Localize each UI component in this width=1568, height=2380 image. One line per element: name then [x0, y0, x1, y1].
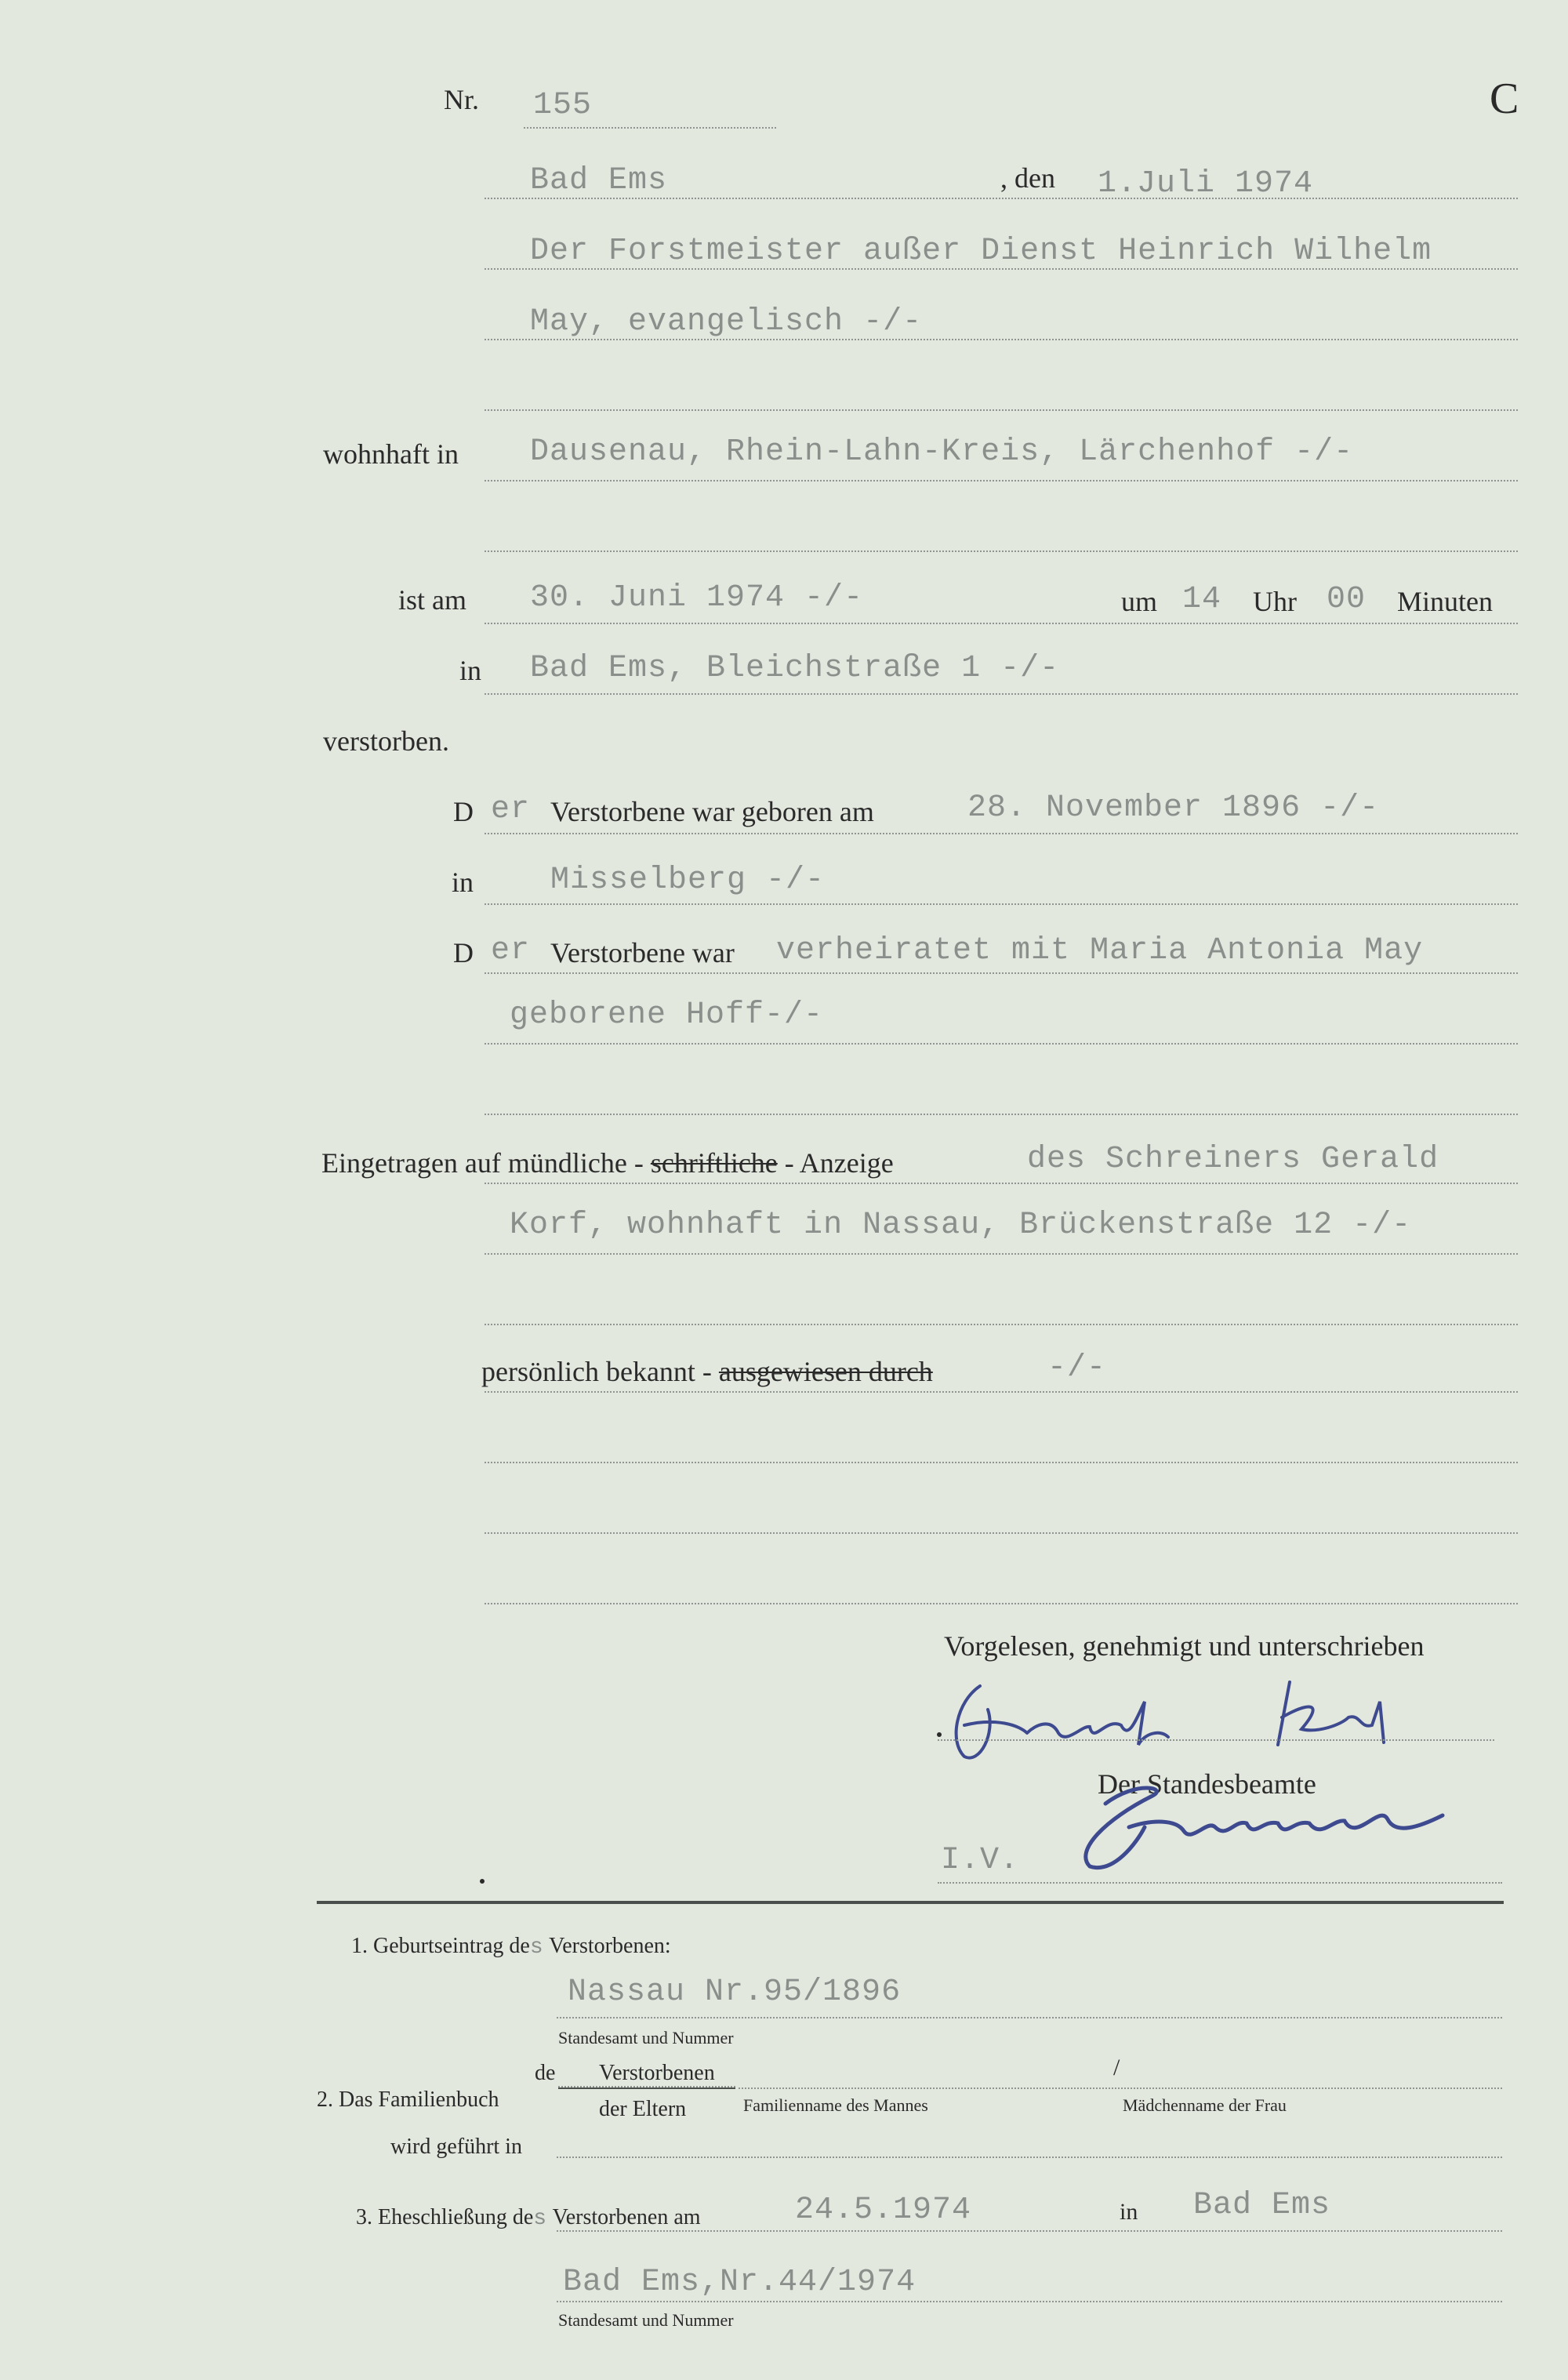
residence-line — [485, 480, 1518, 481]
blank-line-5 — [485, 1462, 1518, 1463]
registrar-signature — [1058, 1772, 1466, 1882]
death-hour: 14 — [1182, 582, 1222, 617]
death-place-line — [485, 693, 1518, 695]
registry-date: 1.Juli 1974 — [1098, 166, 1314, 202]
registrar-signature-line — [938, 1882, 1502, 1884]
family-book-slash: / — [1113, 2055, 1120, 2080]
family-book-divider — [558, 2087, 735, 2089]
identity-value: -/- — [1047, 1350, 1107, 1386]
birth-date: 28. November 1896 -/- — [967, 790, 1380, 826]
nr-label: Nr. — [444, 84, 479, 115]
nr-line — [524, 127, 776, 129]
marriage-registry-line — [557, 2301, 1502, 2302]
marriage-record-b: Verstorbenen am — [552, 2205, 701, 2229]
uhr-label: Uhr — [1253, 586, 1297, 617]
read-approved-label: Vorgelesen, genehmigt und unterschrieben — [944, 1630, 1425, 1662]
marriage-prefix: D — [453, 937, 474, 968]
registry-place: Bad Ems — [530, 163, 668, 198]
family-book-kept-label: wird geführt in — [390, 2135, 522, 2159]
family-book-de: de — [535, 2061, 556, 2085]
identity-line — [485, 1391, 1518, 1393]
marriage-record-a: 3. Eheschließung de — [356, 2205, 534, 2229]
family-book-name-line — [739, 2087, 1502, 2089]
ink-dot — [480, 1879, 485, 1884]
footer-item1-label — [351, 1934, 671, 1960]
deceased-line-1-rule — [485, 268, 1518, 270]
birth-place: Misselberg -/- — [550, 863, 826, 898]
deceased-line-1: Der Forstmeister außer Dienst Heinrich Wilhelm — [530, 234, 1432, 269]
identity-known: persönlich bekannt - — [481, 1356, 712, 1387]
place-date-line — [485, 198, 1518, 199]
birth-date-line — [485, 833, 1518, 834]
birth-gender-suffix: er — [491, 792, 531, 827]
marriage-line-2: geborene Hoff-/- — [510, 997, 824, 1033]
death-date: 30. Juni 1974 -/- — [530, 580, 864, 616]
um-label: um — [1121, 586, 1158, 617]
birth-registry-line — [557, 2017, 1502, 2018]
family-book-verstorbenen: Verstorbenen — [599, 2061, 715, 2085]
residence-label: wohnhaft in — [323, 438, 459, 470]
registration-label-b: - Anzeige — [784, 1147, 894, 1179]
corner-letter: C — [1490, 74, 1519, 123]
informant-line-2-rule — [485, 1253, 1518, 1255]
family-book-kept-line — [557, 2157, 1502, 2158]
standesamt-label-1: Standesamt und Nummer — [558, 2028, 734, 2048]
death-date-line — [485, 623, 1518, 624]
footer-item1-b: Verstorbenen: — [549, 1934, 671, 1958]
entry-number: 155 — [533, 88, 593, 123]
footer-item1-s: s — [529, 1935, 544, 1960]
blank-line-7 — [485, 1603, 1518, 1604]
marriage-gender-suffix: er — [491, 933, 531, 968]
blank-line-3 — [485, 1114, 1518, 1115]
den-label: , den — [1000, 162, 1055, 194]
registration-label-a: Eingetragen auf mündliche - — [321, 1147, 644, 1179]
marriage-record-in: in — [1120, 2199, 1138, 2225]
death-date-label: ist am — [398, 584, 466, 616]
family-book-eltern: der Eltern — [599, 2097, 687, 2121]
deceased-line-2: May, evangelisch -/- — [530, 304, 923, 340]
wife-maiden-name-label: Mädchenname der Frau — [1123, 2095, 1287, 2115]
birth-place-line — [485, 903, 1518, 905]
marriage-record-s: s — [533, 2207, 548, 2231]
family-book-label: 2. Das Familienbuch — [317, 2087, 499, 2112]
verstorben-label: verstorben. — [323, 725, 449, 757]
informant-line-1-rule — [485, 1183, 1518, 1184]
marriage-line-1: verheiratet mit Maria Antonia May — [776, 933, 1424, 968]
marriage-label: Verstorbene war — [550, 937, 735, 968]
footer-rule — [317, 1901, 1504, 1904]
marriage-line-2-rule — [485, 1043, 1518, 1045]
blank-line-4 — [485, 1324, 1518, 1325]
residence-value: Dausenau, Rhein-Lahn-Kreis, Lärchenhof -/- — [530, 434, 1354, 470]
marriage-registry-entry: Bad Ems,Nr.44/1974 — [563, 2265, 916, 2300]
informant-signature — [933, 1670, 1435, 1772]
birth-prefix: D — [453, 796, 474, 827]
registrar-label: Der Standesbeamte — [1098, 1768, 1316, 1800]
birth-label: Verstorbene war geboren am — [550, 796, 874, 827]
blank-line-2 — [485, 550, 1518, 552]
minuten-label: Minuten — [1397, 586, 1493, 617]
death-minutes: 00 — [1327, 582, 1367, 617]
marriage-record-label — [356, 2205, 701, 2231]
birth-registry-entry: Nassau Nr.95/1896 — [568, 1975, 902, 2010]
blank-line-1 — [485, 409, 1518, 411]
identity-struck: ausgewiesen durch — [718, 1356, 933, 1387]
marriage-line-1-rule — [485, 972, 1518, 974]
marriage-record-date: 24.5.1974 — [795, 2193, 972, 2228]
informant-line-2: Korf, wohnhaft in Nassau, Brückenstraße 12 -/- — [510, 1208, 1412, 1243]
deceased-line-2-rule — [485, 339, 1518, 340]
informant-line-1: des Schreiners Gerald — [1027, 1142, 1439, 1177]
identity-label — [481, 1355, 933, 1388]
standesamt-label-2: Standesamt und Nummer — [558, 2310, 734, 2330]
registration-label — [321, 1146, 894, 1179]
blank-line-6 — [485, 1532, 1518, 1534]
footer-item1-a: 1. Geburtseintrag de — [351, 1934, 530, 1958]
iv-label: I.V. — [941, 1843, 1020, 1878]
informant-signature-line — [938, 1739, 1494, 1741]
husband-surname-label: Familienname des Mannes — [743, 2095, 928, 2115]
marriage-record-line — [557, 2230, 1502, 2232]
death-place-label: in — [459, 655, 482, 686]
birth-place-label: in — [452, 867, 474, 898]
death-place: Bad Ems, Bleichstraße 1 -/- — [530, 651, 1060, 686]
registration-label-struck: schriftliche — [650, 1147, 778, 1179]
marriage-record-place: Bad Ems — [1193, 2188, 1331, 2223]
